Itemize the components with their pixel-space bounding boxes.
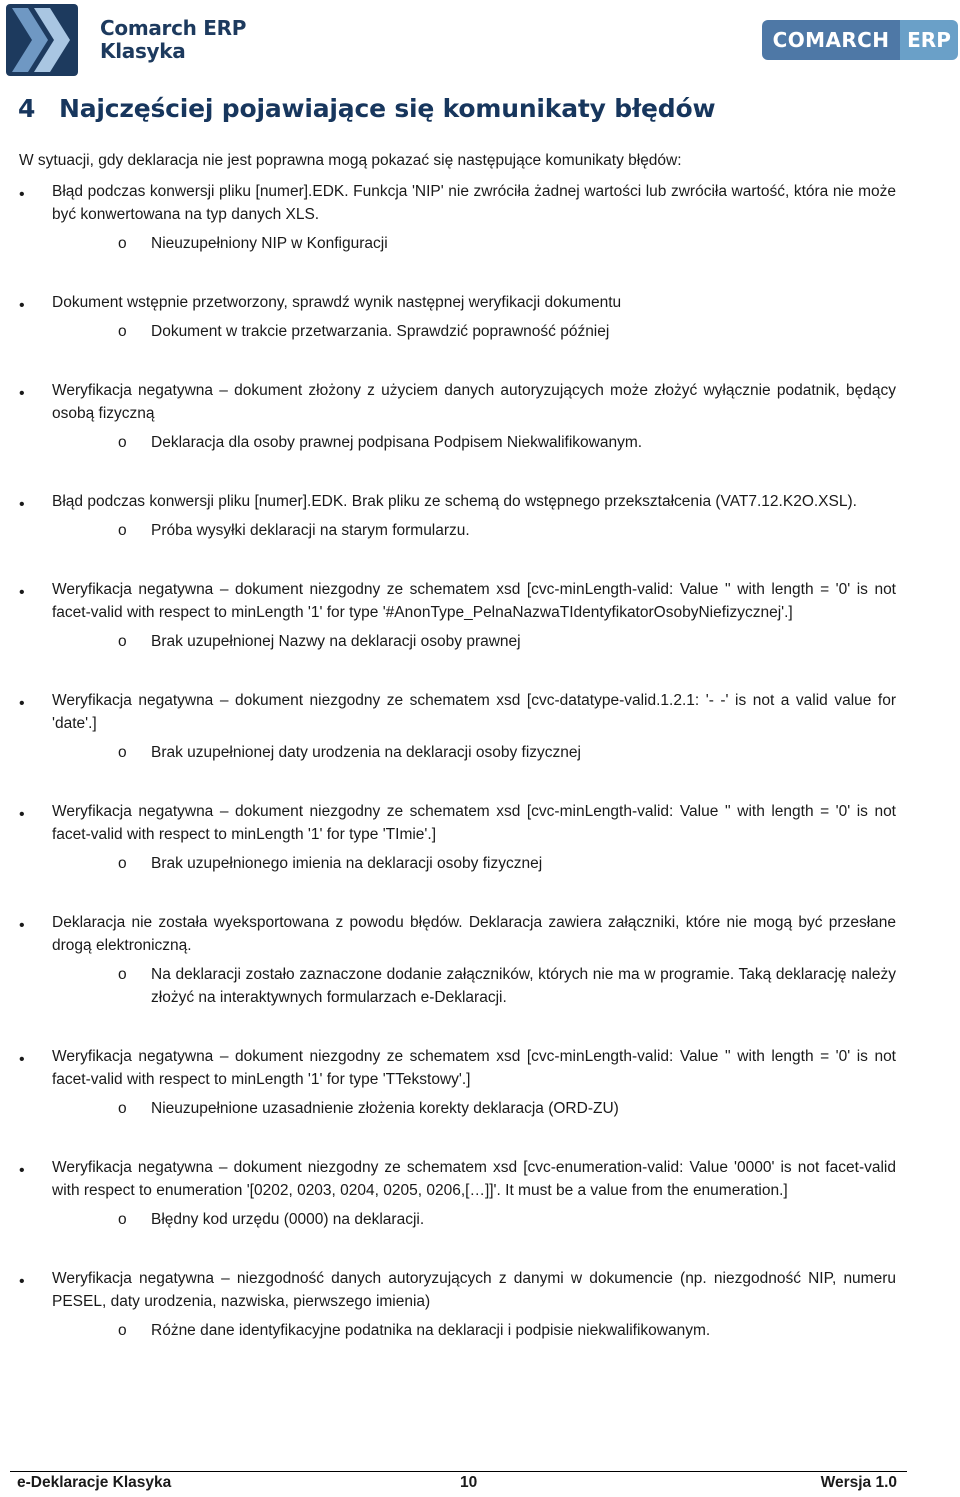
- section-title: Najczęściej pojawiające się komunikaty błędów: [59, 94, 716, 123]
- footer-document-name: e-Deklaracje Klasyka: [17, 1474, 172, 1491]
- sub-item: [0, 741, 960, 764]
- error-message: Błąd podczas konwersji pliku [numer].EDK. Brak pliku ze schemą do wstępnego przekształcenia (VAT7.12.K2O.XSL).: [52, 493, 857, 510]
- error-message: Błąd podczas konwersji pliku [numer].EDK. Funkcja 'NIP' nie zwróciła żadnej wartości lub zwróciła wartość, która nie może być konwertowana na typ danych XLS.: [52, 183, 896, 223]
- bullet-icon: •: [19, 385, 25, 402]
- bullet-icon: •: [19, 695, 25, 712]
- list-item: [0, 1156, 960, 1231]
- sub-item: [0, 320, 960, 343]
- sub-item: [0, 431, 960, 454]
- circle-bullet-icon: o: [118, 235, 127, 252]
- comarch-erp-klasyka-logo: [6, 4, 246, 76]
- sub-item: [0, 630, 960, 653]
- error-cause: Dokument w trakcie przetwarzania. Sprawdzić poprawność później: [151, 323, 610, 340]
- footer-divider: [10, 1471, 907, 1472]
- list-item: [0, 379, 960, 454]
- sub-item: [0, 963, 960, 1009]
- badge-comarch: COMARCH: [762, 20, 900, 60]
- bullet-icon: •: [19, 186, 25, 203]
- error-message: Weryfikacja negatywna – dokument niezgodny ze schematem xsd [cvc-enumeration-valid: Value '0000' is not facet-valid with respect to enumeration '[0202, 0203, 0204, 0205, 0206,[…]]'. It must be a value from the enumeration.]: [52, 1159, 896, 1199]
- circle-bullet-icon: o: [118, 1211, 127, 1228]
- circle-bullet-icon: o: [118, 1100, 127, 1117]
- bullet-icon: •: [19, 806, 25, 823]
- error-cause: Brak uzupełnionego imienia na deklaracji osoby fizycznej: [151, 855, 543, 872]
- section-heading: [18, 94, 715, 123]
- bullet-icon: •: [19, 496, 25, 513]
- footer-version: Wersja 1.0: [820, 1474, 897, 1491]
- error-cause: Deklaracja dla osoby prawnej podpisana Podpisem Niekwalifikowanym.: [151, 434, 643, 451]
- error-message-list: [0, 180, 960, 1378]
- error-cause: Nieuzupełniony NIP w Konfiguracji: [151, 235, 388, 252]
- error-message: Weryfikacja negatywna – dokument niezgodny ze schematem xsd [cvc-minLength-valid: Value '' with length = '0' is not facet-valid with respect to minLength '1' for type 'TTekstowy'.]: [52, 1048, 896, 1088]
- sub-item: [0, 232, 960, 255]
- error-message: Weryfikacja negatywna – dokument niezgodny ze schematem xsd [cvc-datatype-valid.1.2.1: '- -' is not a valid value for 'date'.]: [52, 692, 896, 732]
- page-number: 10: [460, 1474, 478, 1491]
- circle-bullet-icon: o: [118, 744, 127, 761]
- list-item: [0, 578, 960, 653]
- list-item: [0, 800, 960, 875]
- sub-item: [0, 1097, 960, 1120]
- circle-bullet-icon: o: [118, 323, 127, 340]
- error-cause: Brak uzupełnionej daty urodzenia na deklaracji osoby fizycznej: [151, 744, 581, 761]
- list-item: [0, 291, 960, 343]
- bullet-icon: •: [19, 584, 25, 601]
- error-message: Weryfikacja negatywna – dokument złożony z użyciem danych autoryzujących może złożyć wyłącznie podatnik, będący osobą fizyczną: [52, 382, 896, 422]
- circle-bullet-icon: o: [118, 1322, 127, 1339]
- error-cause: Brak uzupełnionej Nazwy na deklaracji osoby prawnej: [151, 633, 521, 650]
- circle-bullet-icon: o: [118, 855, 127, 872]
- list-item: [0, 689, 960, 764]
- comarch-erp-badge-logo: [762, 20, 958, 60]
- error-cause: Różne dane identyfikacyjne podatnika na deklaracji i podpisie niekwalifikowanym.: [151, 1322, 711, 1339]
- error-message: Weryfikacja negatywna – niezgodność danych autoryzujących z danymi w dokumencie (np. niezgodność NIP, numeru PESEL, daty urodzenia, nazwiska, pierwszego imienia): [52, 1270, 896, 1310]
- error-cause: Błędny kod urzędu (0000) na deklaracji.: [151, 1211, 425, 1228]
- sub-item: [0, 852, 960, 875]
- error-cause: Próba wysyłki deklaracji na starym formularzu.: [151, 522, 470, 539]
- error-cause: Na deklaracji zostało zaznaczone dodanie załączników, których nie ma w programie. Taką deklarację należy złożyć na interaktywnych formularzach e-Deklaracji.: [151, 966, 896, 1006]
- error-message: Weryfikacja negatywna – dokument niezgodny ze schematem xsd [cvc-minLength-valid: Value '' with length = '0' is not facet-valid with respect to minLength '1' for type '#AnonType_PelnaNazwaTIdentyfikatorOsobyNiefizycznej'.]: [52, 581, 896, 621]
- brand-name: Comarch ERP Klasyka: [100, 16, 247, 63]
- circle-bullet-icon: o: [118, 633, 127, 650]
- sub-item: [0, 1319, 960, 1342]
- circle-bullet-icon: o: [118, 966, 127, 983]
- circle-bullet-icon: o: [118, 434, 127, 451]
- list-item: [0, 1267, 960, 1342]
- error-message: Weryfikacja negatywna – dokument niezgodny ze schematem xsd [cvc-minLength-valid: Value '' with length = '0' is not facet-valid with respect to minLength '1' for type 'TImie'.]: [52, 803, 896, 843]
- list-item: [0, 911, 960, 1009]
- error-cause: Nieuzupełnione uzasadnienie złożenia korekty deklaracja (ORD-ZU): [151, 1100, 619, 1117]
- intro-paragraph: W sytuacji, gdy deklaracja nie jest poprawna mogą pokazać się następujące komunikaty błędów:: [19, 152, 682, 169]
- section-number: 4: [18, 94, 36, 123]
- list-item: [0, 180, 960, 255]
- error-message: Dokument wstępnie przetworzony, sprawdź wynik następnej weryfikacji dokumentu: [52, 294, 622, 311]
- bullet-icon: •: [19, 1162, 25, 1179]
- sub-item: [0, 1208, 960, 1231]
- badge-erp: ERP: [900, 20, 958, 60]
- bullet-icon: •: [19, 1051, 25, 1068]
- error-message: Deklaracja nie została wyeksportowana z powodu błędów. Deklaracja zawiera załączniki, które nie mogą być przesłane drogą elektroniczną.: [52, 914, 896, 954]
- list-item: [0, 1045, 960, 1120]
- bullet-icon: •: [19, 917, 25, 934]
- bullet-icon: •: [19, 297, 25, 314]
- sub-item: [0, 519, 960, 542]
- list-item: [0, 490, 960, 542]
- circle-bullet-icon: o: [118, 522, 127, 539]
- bullet-icon: •: [19, 1273, 25, 1290]
- comarch-chevron-logo-icon: [6, 4, 78, 76]
